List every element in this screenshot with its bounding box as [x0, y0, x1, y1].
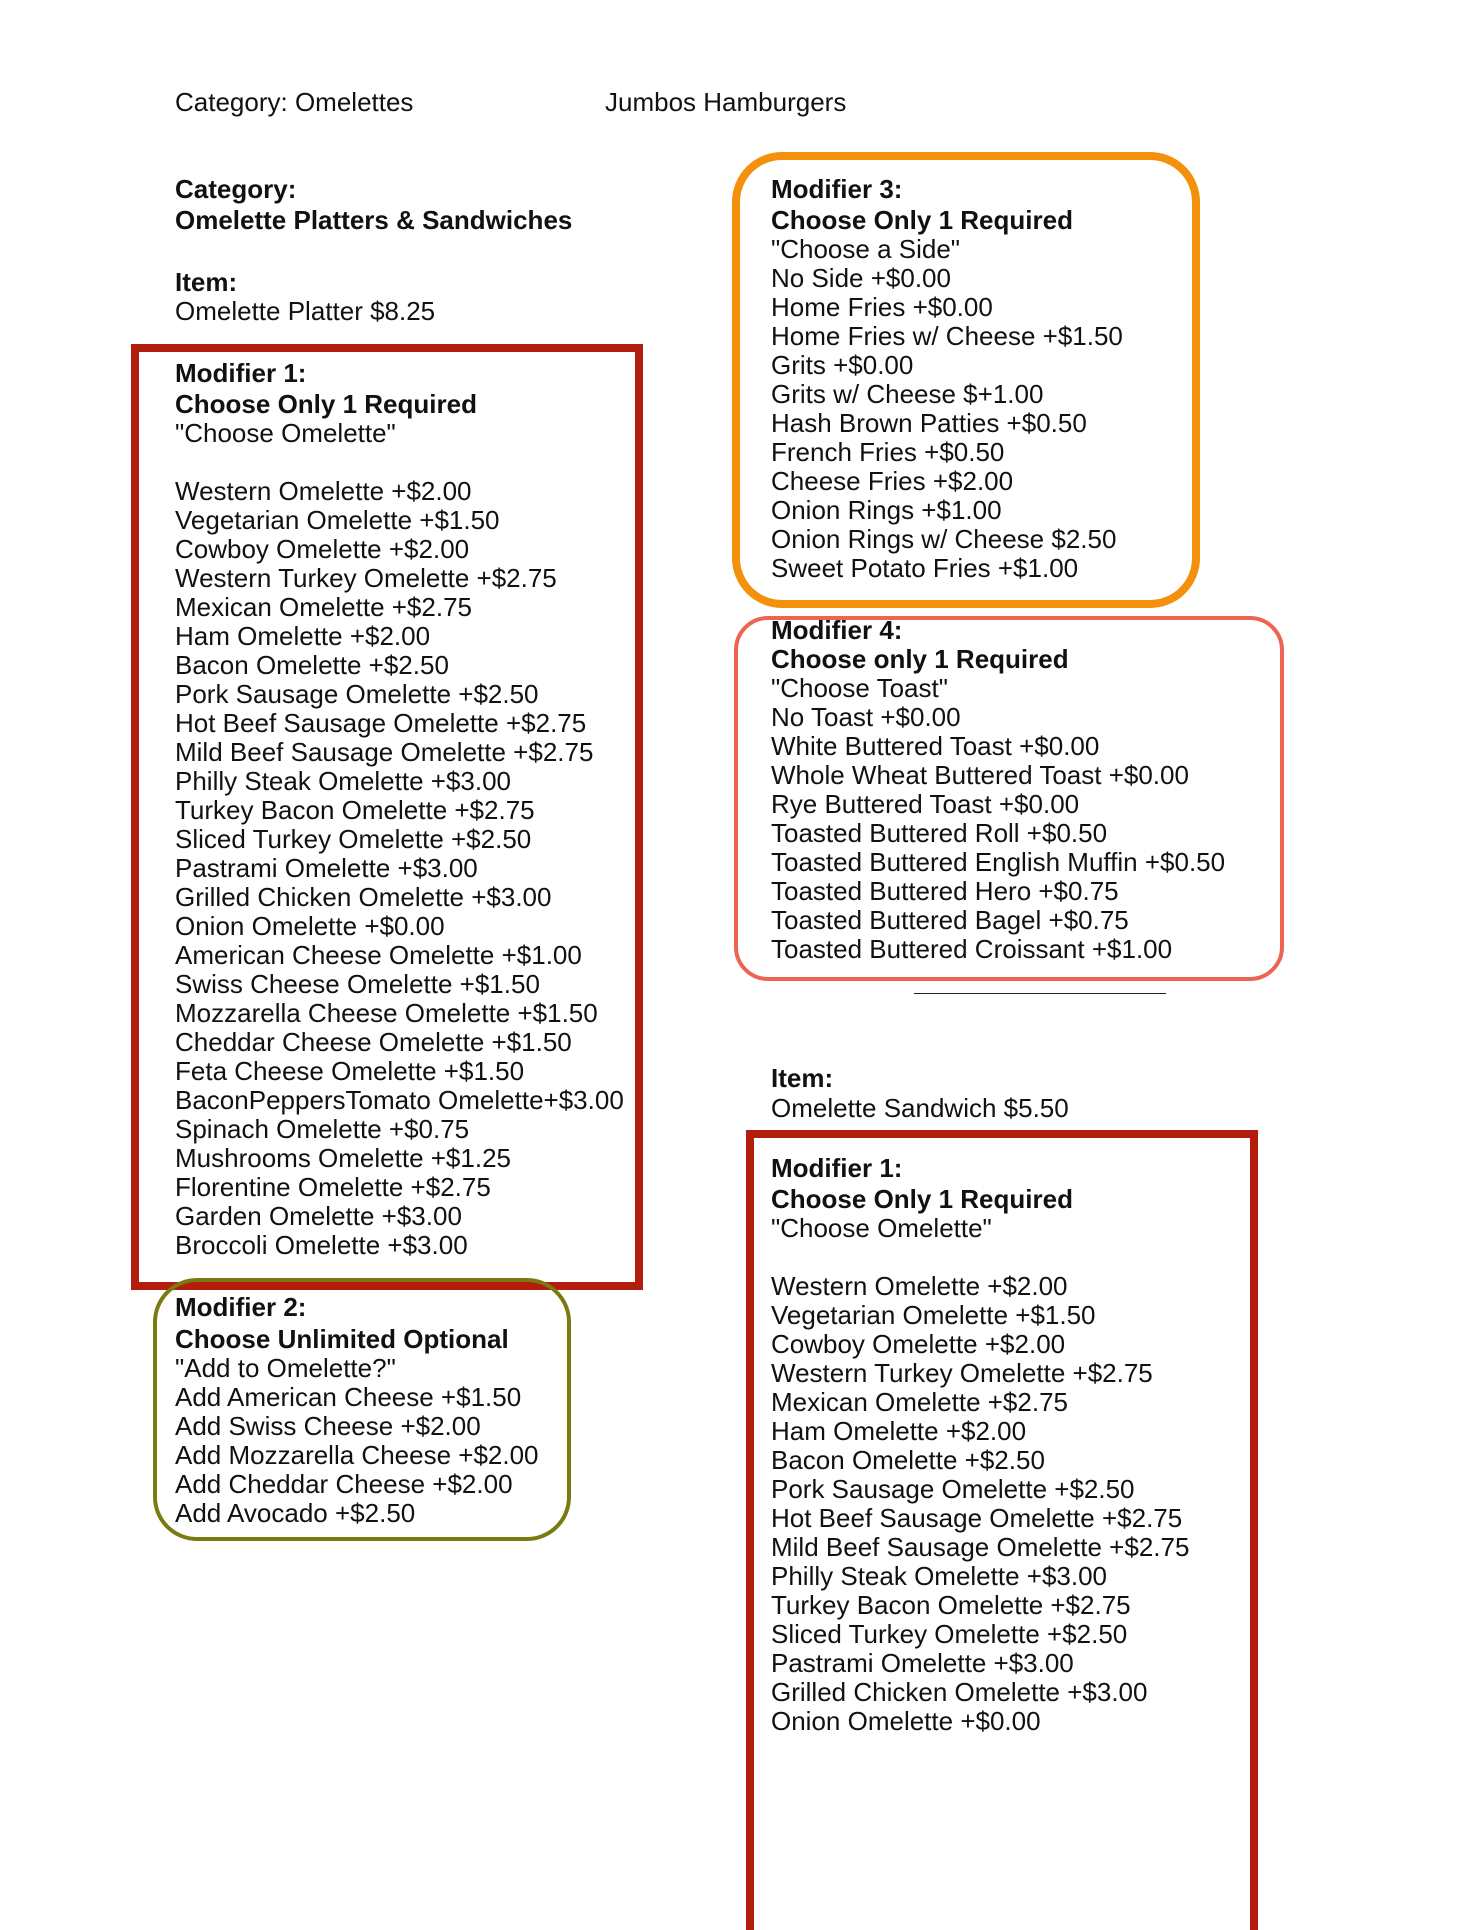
option-item: Turkey Bacon Omelette +$2.75 — [771, 1590, 1131, 1620]
option-item: Bacon Omelette +$2.50 — [771, 1445, 1045, 1475]
option-item: Home Fries w/ Cheese +$1.50 — [771, 321, 1123, 351]
option-item: Vegetarian Omelette +$1.50 — [175, 505, 500, 535]
option-item: Cheese Fries +$2.00 — [771, 466, 1014, 496]
option-item: French Fries +$0.50 — [771, 437, 1005, 467]
item-label-sandwich: Item: — [771, 1063, 834, 1093]
option-item: Home Fries +$0.00 — [771, 292, 993, 322]
option-item: Grits +$0.00 — [771, 350, 914, 380]
option-item: Onion Omelette +$0.00 — [175, 911, 445, 941]
option-item: Onion Rings w/ Cheese $2.50 — [771, 524, 1117, 554]
option-item: Toasted Buttered English Muffin +$0.50 — [771, 847, 1226, 877]
option-item: Hot Beef Sausage Omelette +$2.75 — [175, 708, 587, 738]
option-item: Philly Steak Omelette +$3.00 — [175, 766, 512, 796]
option-item: Rye Buttered Toast +$0.00 — [771, 789, 1080, 819]
option-item: BaconPeppersTomato Omelette+$3.00 — [175, 1085, 624, 1115]
modifier1-platter-rule: Choose Only 1 Required — [175, 389, 477, 419]
option-item: Sliced Turkey Omelette +$2.50 — [771, 1619, 1128, 1649]
option-item: Western Turkey Omelette +$2.75 — [175, 563, 557, 593]
option-item: Whole Wheat Buttered Toast +$0.00 — [771, 760, 1189, 790]
option-item: Toasted Buttered Bagel +$0.75 — [771, 905, 1129, 935]
option-item: Mozzarella Cheese Omelette +$1.50 — [175, 998, 598, 1028]
modifier1-platter-prompt: "Choose Omelette" — [175, 418, 396, 448]
restaurant-name: Jumbos Hamburgers — [605, 87, 847, 117]
modifier3-options — [771, 264, 1123, 583]
option-item: Add Mozzarella Cheese +$2.00 — [175, 1440, 539, 1470]
option-item: Feta Cheese Omelette +$1.50 — [175, 1056, 525, 1086]
option-item: Ham Omelette +$2.00 — [175, 621, 431, 651]
option-item: Turkey Bacon Omelette +$2.75 — [175, 795, 535, 825]
option-item: Western Turkey Omelette +$2.75 — [771, 1358, 1153, 1388]
category-label: Category: — [175, 174, 297, 204]
option-item: Hot Beef Sausage Omelette +$2.75 — [771, 1503, 1183, 1533]
modifier1-sandwich-title: Modifier 1: — [771, 1153, 903, 1183]
option-item: Add Avocado +$2.50 — [175, 1498, 416, 1528]
option-item: Western Omelette +$2.00 — [771, 1271, 1068, 1301]
option-item: Add Cheddar Cheese +$2.00 — [175, 1469, 513, 1499]
option-item: Pork Sausage Omelette +$2.50 — [771, 1474, 1135, 1504]
option-item: Ham Omelette +$2.00 — [771, 1416, 1027, 1446]
modifier1-sandwich-rule: Choose Only 1 Required — [771, 1184, 1073, 1214]
section-divider — [914, 993, 1166, 994]
modifier2-options — [175, 1383, 539, 1528]
option-item: Mexican Omelette +$2.75 — [175, 592, 472, 622]
option-item: Grilled Chicken Omelette +$3.00 — [771, 1677, 1148, 1707]
option-item: Bacon Omelette +$2.50 — [175, 650, 449, 680]
option-item: Spinach Omelette +$0.75 — [175, 1114, 470, 1144]
option-item: Onion Rings +$1.00 — [771, 495, 1002, 525]
option-item: Onion Omelette +$0.00 — [771, 1706, 1041, 1736]
option-item: Toasted Buttered Croissant +$1.00 — [771, 934, 1173, 964]
option-item: Mexican Omelette +$2.75 — [771, 1387, 1068, 1417]
category-name: Omelette Platters & Sandwiches — [175, 205, 573, 235]
modifier1-platter-title: Modifier 1: — [175, 358, 307, 388]
option-item: Add Swiss Cheese +$2.00 — [175, 1411, 481, 1441]
modifier4-options — [771, 703, 1225, 964]
modifier2-prompt: "Add to Omelette?" — [175, 1353, 396, 1383]
option-item: Grits w/ Cheese $+1.00 — [771, 379, 1044, 409]
modifier1-platter-options — [175, 477, 624, 1260]
option-item: Vegetarian Omelette +$1.50 — [771, 1300, 1096, 1330]
option-item: Broccoli Omelette +$3.00 — [175, 1230, 468, 1260]
modifier1-sandwich-prompt: "Choose Omelette" — [771, 1213, 992, 1243]
option-item: Philly Steak Omelette +$3.00 — [771, 1561, 1108, 1591]
option-item: Cheddar Cheese Omelette +$1.50 — [175, 1027, 572, 1057]
modifier2-rule: Choose Unlimited Optional — [175, 1324, 509, 1354]
option-item: Mushrooms Omelette +$1.25 — [175, 1143, 511, 1173]
modifier3-prompt: "Choose a Side" — [771, 234, 961, 264]
option-item: Swiss Cheese Omelette +$1.50 — [175, 969, 540, 999]
option-item: No Toast +$0.00 — [771, 702, 961, 732]
option-item: Western Omelette +$2.00 — [175, 476, 472, 506]
modifier3-rule: Choose Only 1 Required — [771, 205, 1073, 235]
item-label: Item: — [175, 267, 238, 297]
option-item: Florentine Omelette +$2.75 — [175, 1172, 491, 1202]
option-item: Toasted Buttered Roll +$0.50 — [771, 818, 1108, 848]
option-item: Pork Sausage Omelette +$2.50 — [175, 679, 539, 709]
option-item: Add American Cheese +$1.50 — [175, 1382, 522, 1412]
option-item: Pastrami Omelette +$3.00 — [175, 853, 478, 883]
option-item: Garden Omelette +$3.00 — [175, 1201, 462, 1231]
modifier4-title: Modifier 4: — [771, 615, 903, 645]
modifier1-sandwich-options — [771, 1272, 1189, 1736]
modifier4-prompt: "Choose Toast" — [771, 673, 948, 703]
option-item: Hash Brown Patties +$0.50 — [771, 408, 1087, 438]
modifier2-title: Modifier 2: — [175, 1292, 307, 1322]
option-item: Sliced Turkey Omelette +$2.50 — [175, 824, 532, 854]
option-item: Cowboy Omelette +$2.00 — [175, 534, 470, 564]
option-item: Sweet Potato Fries +$1.00 — [771, 553, 1079, 583]
modifier4-rule: Choose only 1 Required — [771, 644, 1069, 674]
category-heading: Category: Omelettes — [175, 87, 414, 117]
item-name-sandwich: Omelette Sandwich $5.50 — [771, 1093, 1069, 1123]
item-name-platter: Omelette Platter $8.25 — [175, 296, 436, 326]
option-item: American Cheese Omelette +$1.00 — [175, 940, 582, 970]
option-item: No Side +$0.00 — [771, 263, 951, 293]
option-item: Mild Beef Sausage Omelette +$2.75 — [771, 1532, 1190, 1562]
option-item: Pastrami Omelette +$3.00 — [771, 1648, 1074, 1678]
option-item: Grilled Chicken Omelette +$3.00 — [175, 882, 552, 912]
option-item: Toasted Buttered Hero +$0.75 — [771, 876, 1119, 906]
option-item: Mild Beef Sausage Omelette +$2.75 — [175, 737, 594, 767]
modifier3-title: Modifier 3: — [771, 174, 903, 204]
option-item: Cowboy Omelette +$2.00 — [771, 1329, 1066, 1359]
option-item: White Buttered Toast +$0.00 — [771, 731, 1100, 761]
